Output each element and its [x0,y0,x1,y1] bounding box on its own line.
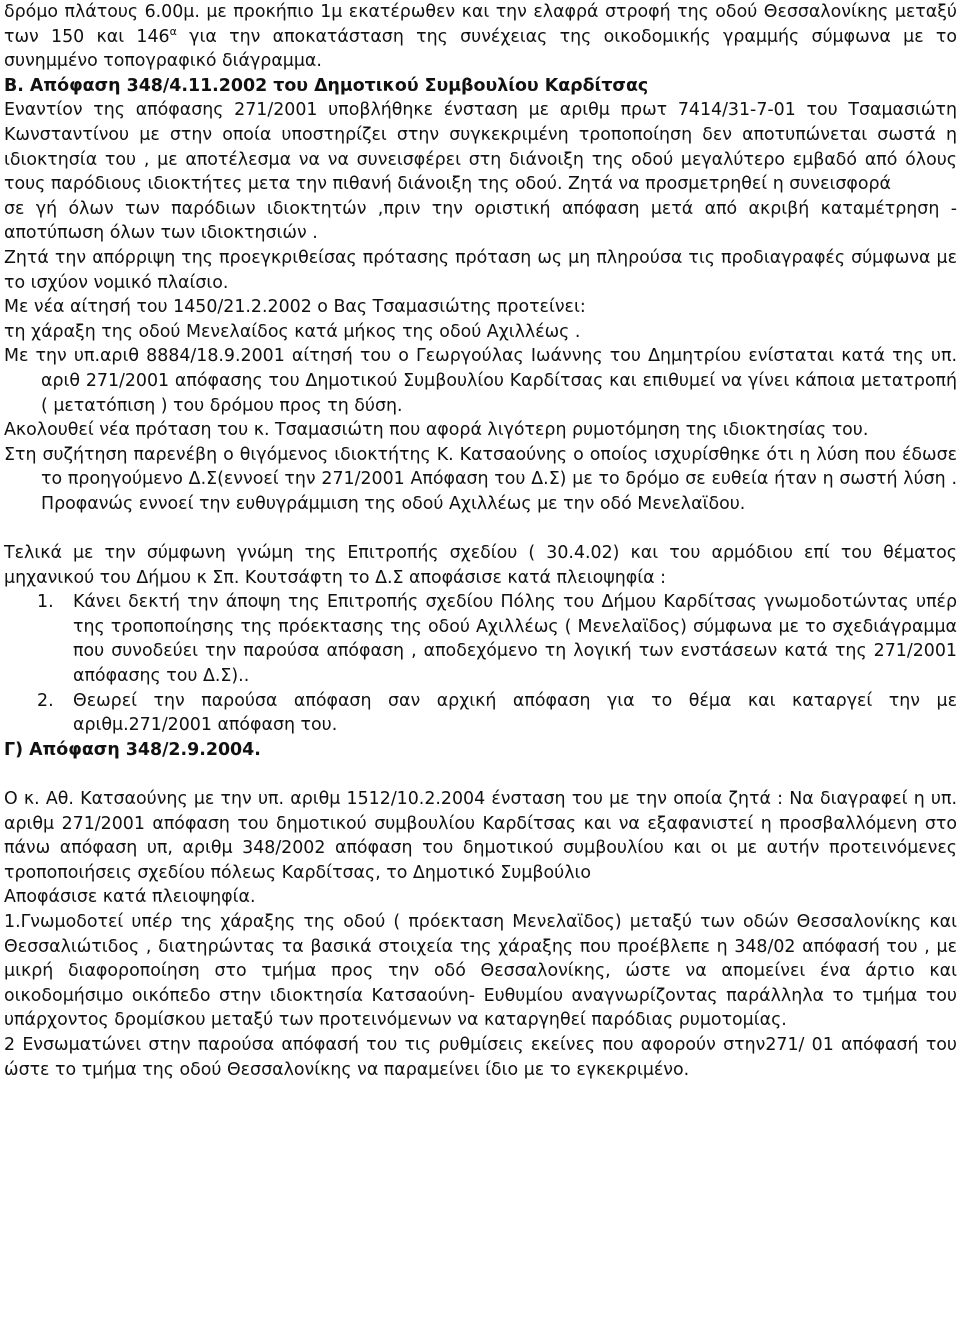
list-item-text: Κάνει δεκτή την άποψη της Επιτροπής σχεδίου Πόλης του Δήμου Καρδίτσας γνωμοδοτώντας υπέρ της τροποποίησης της πρόεκτασης της οδού Αχιλλέως ( Μενελαϊδος) σύμφωνα με το σχεδιάγραμμα που συνοδεύει την παρούσα απόφαση , αποδεχόμενο τη λογική των ενστάσεων κατά της 271/2001 απόφασης του Δ.Σ).. [73,592,957,687]
list-item-number: 1. [37,592,54,613]
paragraph-rejection-request: Ζητά την απόρριψη της προεγκριθείσας πρότασης πρόταση ως μη πληρούσα τις προδιαγραφές σύμφωνα με το ισχύον νομικό πλαίσιο. [4,247,957,293]
list-item-number: 2. [37,690,54,711]
paragraph-menelaidos-route: τη χάραξη της οδού Μενελαίδος κατά μήκος της οδού Αχιλλέως . [4,321,581,342]
heading-decision-g: Γ) Απόφαση 348/2.9.2004. [4,739,261,760]
paragraph-decision-1: 1.Γνωμοδοτεί υπέρ της χάραξης της οδού ( πρόεκταση Μενελαϊδος) μεταξύ των οδών Θεσσαλονίκης και Θεσσαλιώτιδος , διατηρώντας τα βασικά στοιχεία της χάραξης που προέβλεπε η 348/02 απόφασή του , με μικρή διαφοροποίηση στο τμήμα προς την οδό Θεσσαλονίκης, ώστε να απομείνει ένα άρτιο και οικοδομήσιμο οικόπεδο στην ιδιοκτησία Κατσαούνη- Ευθυμίου αναγνωρίζοντας παράλληλα το τμήμα του υπάρχοντος δρομίσκου μεταξύ των προτεινόμενων να καταργηθεί παρόδιας ρυμοτομίας. [4,911,957,1031]
paragraph-objection: Εναντίον της απόφασης 271/2001 υποβλήθηκε ένσταση με αριθμ πρωτ 7414/31-7-01 του Τσαμασιώτη Κωνσταντίνου με στην οποία υποστηρίζει στην συγκεκριμένη τροποποίηση δεν αποτυπώνεται σωστά η ιδιοκτησία του , με αποτέλεσμα να να συνεισφέρει στη διάνοιξη της οδού μεγαλύτερο εμβαδό από όλους τους παρόδιους ιδιοκτήτες μετα την πιθανή διάνοιξη της οδού. Ζητά να προσμετρηθεί η συνεισφορά [4,100,957,195]
spacer [4,762,957,787]
spacer [4,516,957,541]
paragraph-intro-tail: για την αποκατάσταση της συνέχειας της οικοδομικής γραμμής σύμφωνα με το συνημμένο τοπογραφικό διάγραμμα. [4,26,957,72]
heading-decision-b: Β. Απόφαση 348/4.11.2002 του Δημοτικού Συμβουλίου Καρδίτσας [4,75,649,96]
paragraph-georgoulas: Με την υπ.αριθ 8884/18.9.2001 αίτησή του ο Γεωργούλας Ιωάννης του Δημητρίου ενίσταται κατά της υπ. αριθ 271/2001 απόφασης του Δημοτικού Συμβουλίου Καρδίτσας και επιθυμεί να γίνει κάποια μετατροπή ( μετατόπιση ) του δρόμου προς τη δύση. [4,346,957,416]
paragraph-new-request: Με νέα αίτησή του 1450/21.2.2002 ο Βας Τσαμασιώτης προτείνει: [4,297,586,318]
paragraph-katsaounis-objection: Ο κ. Αθ. Κατσαούνης με την υπ. αριθμ 1512/10.2.2004 ένσταση του με την οποία ζητά : Να διαγραφεί η υπ. αριθμ 271/2001 απόφαση του δημοτικού συμβουλίου Καρδίτσας και να εξαφανιστεί η προσβαλλόμενη στο πάνω απόφαση υπ, αριθμ 348/2002 απόφαση του δημοτικού συμβουλίου και οι με αυτήν προτεινόμενες τροποποιήσεις σχεδίου πόλεως Καρδίτσας, το Δημοτικό Συμβούλιο [4,789,957,883]
paragraph-katsaounis: Στη συζήτηση παρενέβη ο θιγόμενος ιδιοκτήτης Κ. Κατσαούνης ο οποίος ισχυρίσθηκε ότι η λύση που έδωσε το προηγούμενο Δ.Σ(εννοεί την 271/2001 Απόφαση του Δ.Σ) με το δρόμο σε ευθεία ήταν η σωστή λύση . Προφανώς εννοεί την ευθυγράμμιση της οδού Αχιλλέως με την οδό Μενελαϊδου. [4,444,957,514]
paragraph-decision-2: 2 Ενσωματώνει στην παρούσα απόφασή του τις ρυθμίσεις εκείνες που αφορούν στην271/ 01 απόφασή του ώστε το τμήμα της οδού Θεσσαλονίκης να παραμείνει ίδιο με το εγκεκριμένο. [4,1034,957,1080]
superscript-alpha: α [169,24,177,38]
paragraph-intro-text: δρόμο πλάτους 6.00μ. με προκήπιο 1μ εκατέρωθεν και την ελαφρά στροφή της οδού Θεσσαλονίκης μεταξύ των 150 και 146 [4,2,957,47]
paragraph-contribution: σε γή όλων των παρόδιων ιδιοκτητών ,πριν την οριστική απόφαση μετά από ακριβή καταμέτρηση - αποτύπωση όλων των ιδιοκτησιών . [4,198,957,244]
decision-list [4,590,957,738]
paragraph-intro [4,0,957,74]
list-item [4,689,957,738]
paragraph-new-proposal: Ακολουθεί νέα πρόταση του κ. Τσαμασιώτη που αφορά λιγότερη ρυμοτόμηση της ιδιοκτησίας του. [4,420,869,441]
paragraph-decided: Αποφάσισε κατά πλειοψηφία. [4,887,256,908]
paragraph-final-opinion: Τελικά με την σύμφωνη γνώμη της Επιτροπής σχεδίου ( 30.4.02) και του αρμόδιου επί του θέματος μηχανικού του Δήμου κ Σπ. Κουτσάφτη το Δ.Σ αποφάσισε κατά πλειοψηφία : [4,543,957,588]
list-item-text: Θεωρεί την παρούσα απόφαση σαν αρχική απόφαση για το θέμα και καταργεί την με αριθμ.271/2001 απόφαση του. [73,690,957,736]
list-item [4,590,957,688]
